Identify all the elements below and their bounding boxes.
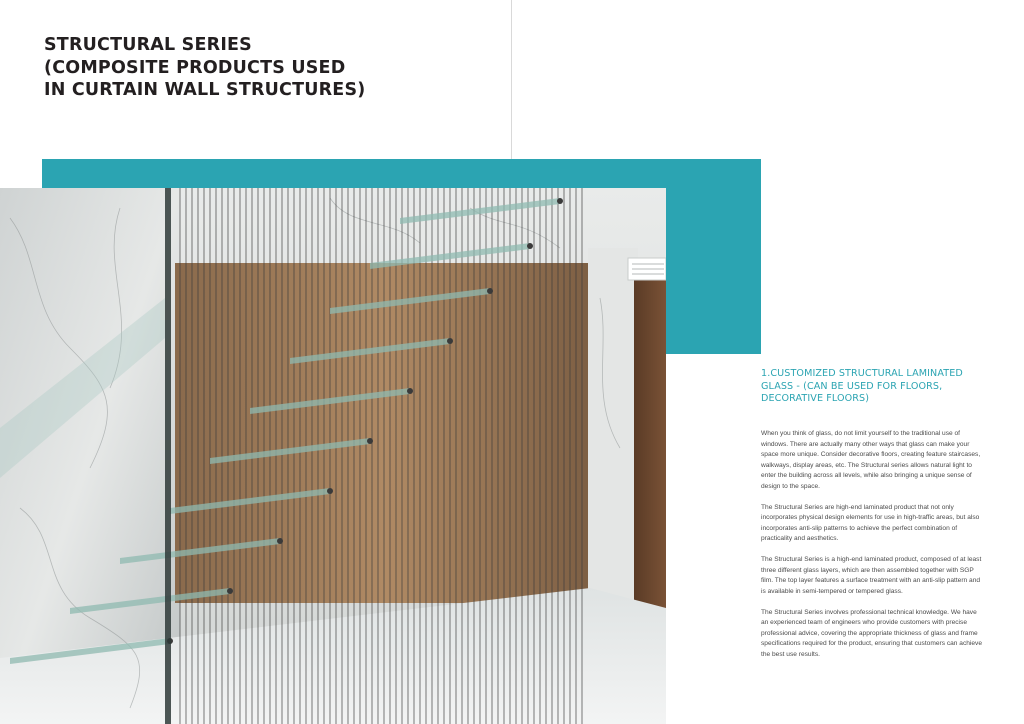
glass-staircase-image	[0, 188, 666, 724]
body-copy	[761, 429, 983, 671]
title-line: STRUCTURAL SERIES	[44, 35, 252, 55]
body-paragraph: The Structural Series is a high-end laminated product, composed of at least three different glass layers, which are then assembled together with SGP film. The top layer features a surface treatment with an anti-slip pattern and is available in semi-tempered or tempered glass.	[761, 556, 982, 595]
heading-line: GLASS - (CAN BE USED FOR FLOORS,	[761, 380, 943, 392]
title-line: (COMPOSITE PRODUCTS USED	[44, 57, 346, 78]
body-paragraph: When you think of glass, do not limit yourself to the traditional use of windows. There are actually many other ways that glass can make your space more unique. Consider decorative floors, creating feature staircases, walkways, display areas, etc. The Structural series allows natural light to enter the building across all levels, while also bringing a unique sense of design to the space.	[761, 430, 981, 490]
heading-line: 1.CUSTOMIZED STRUCTURAL LAMINATED	[761, 368, 963, 379]
body-paragraph: The Structural Series are high-end laminated product that not only incorporates physical design elements for use in high-traffic areas, but also incorporates anti-slip patterns to achieve the perfect combination of practicality and aesthetics.	[761, 503, 980, 542]
section-heading	[761, 368, 981, 406]
body-paragraph: The Structural Series involves professional technical knowledge. We have an experienced team of engineers who provide customers with precise professional advice, covering the appropriate thickness of glass and frame specifications required for the product, ensuring that customers can achieve the best use results.	[761, 608, 983, 658]
title-line: IN CURTAIN WALL STRUCTURES)	[44, 80, 366, 100]
heading-line: DECORATIVE FLOORS)	[761, 393, 870, 405]
page-title	[44, 34, 464, 102]
